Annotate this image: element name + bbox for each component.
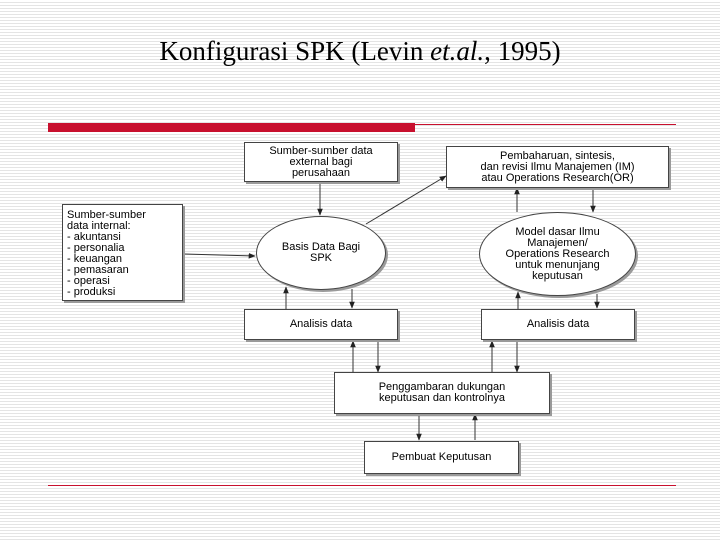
model-updates-box: Pembaharuan, sintesis, dan revisi Ilmu Manajemen (IM) atau Operations Research(OR): [446, 146, 669, 188]
internal-data-sources-box: Sumber-sumber data internal: - akuntansi - personalia - keuangan - pemasaran - operasi - produksi: [62, 204, 183, 301]
decision-maker-box: Pembuat Keputusan: [364, 441, 519, 474]
arrow-database-to-updates: [366, 176, 446, 224]
database-ellipse: Basis Data Bagi SPK: [256, 216, 386, 290]
decision-support-box: Penggambaran dukungan keputusan dan kontrolnya: [334, 372, 550, 414]
analysis-right-box: Analisis data: [481, 309, 635, 340]
arrow-internal-to-database: [184, 254, 255, 256]
analysis-left-box: Analisis data: [244, 309, 398, 340]
model-ellipse: Model dasar Ilmu Manajemen/ Operations Research untuk menunjang keputusan: [479, 212, 636, 296]
slide-title: Konfigurasi SPK (Levin et.al., 1995): [159, 36, 561, 66]
external-data-sources-box: Sumber-sumber data external bagi perusahaan: [244, 142, 398, 182]
